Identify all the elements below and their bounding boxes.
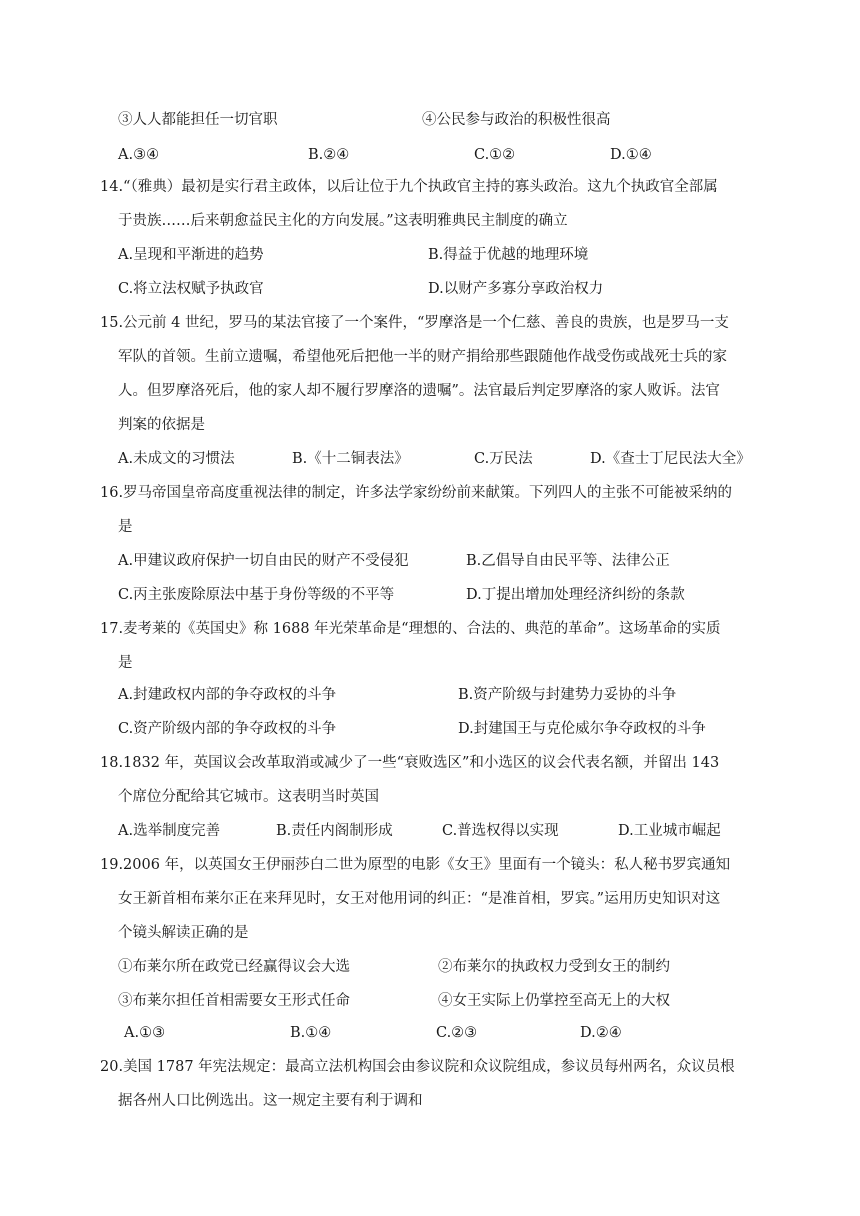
q15-stem-line3: 人。但罗摩洛死后，他的家人却不履行罗摩洛的遗嘱”。法官最后判定罗摩洛的家人败诉。法官: [118, 383, 720, 399]
q16-option-a: A.甲建议政府保护一切自由民的财产不受侵犯: [118, 553, 409, 569]
q15-stem-line4: 判案的依据是: [118, 417, 205, 433]
q14-option-c: C.将立法权赋予执政官: [118, 281, 264, 297]
q13-item-4: ④公民参与政治的积极性很高: [422, 112, 611, 128]
q18-option-a: A.选举制度完善: [118, 823, 221, 839]
q18-stem-line1: 18.1832 年，英国议会改革取消或减少了一些“衰败选区”和小选区的议会代表名额，并留出 143: [100, 755, 720, 771]
q13-option-c: C.①②: [474, 147, 516, 163]
q16-stem-line2: 是: [118, 519, 133, 535]
q17-option-b: B.资产阶级与封建势力妥协的斗争: [458, 687, 677, 703]
q19-option-d: D.②④: [580, 1025, 622, 1041]
q19-option-b: B.①④: [290, 1025, 332, 1041]
q19-stem-line1: 19.2006 年，以英国女王伊丽莎白二世为原型的电影《女王》里面有一个镜头：私人秘书罗宾通知: [100, 857, 731, 873]
q14-stem-line2: 于贵族……后来朝愈益民主化的方向发展。”这表明雅典民主制度的确立: [118, 213, 568, 229]
q13-option-b: B.②④: [308, 147, 350, 163]
q20-stem-line1: 20.美国 1787 年宪法规定：最高立法机构国会由参议院和众议院组成，参议员每州两名，众议员根: [100, 1059, 735, 1075]
q18-option-c: C.普选权得以实现: [442, 823, 559, 839]
q15-option-b: B.《十二铜表法》: [292, 451, 409, 467]
q13-option-d: D.①④: [610, 147, 652, 163]
q19-item-3: ③布莱尔担任首相需要女王形式任命: [118, 993, 350, 1009]
q17-option-c: C.资产阶级内部的争夺政权的斗争: [118, 721, 337, 737]
q17-stem-line2: 是: [118, 655, 133, 671]
q15-option-d: D.《查士丁尼民法大全》: [590, 451, 751, 467]
q18-option-d: D.工业城市崛起: [618, 823, 721, 839]
q15-stem-line1: 15.公元前 4 世纪，罗马的某法官接了一个案件，“罗摩洛是一个仁慈、善良的贵族，也是罗马一支: [100, 315, 729, 331]
q16-stem-line1: 16.罗马帝国皇帝高度重视法律的制定，许多法学家纷纷前来献策。下列四人的主张不可能被采纳的: [100, 485, 733, 501]
q14-option-b: B.得益于优越的地理环境: [428, 247, 589, 263]
q18-option-b: B.责任内阁制形成: [276, 823, 393, 839]
q18-stem-line2: 个席位分配给其它城市。这表明当时英国: [118, 789, 379, 805]
q17-stem-line1: 17.麦考莱的《英国史》称 1688 年光荣革命是“理想的、合法的、典范的革命”。这场革命的实质: [100, 621, 721, 637]
q15-option-c: C.万民法: [474, 451, 533, 467]
q19-stem-line2: 女王新首相布莱尔正在来拜见时，女王对他用词的纠正：“是准首相，罗宾。”运用历史知识对这: [118, 891, 721, 907]
q16-option-b: B.乙倡导自由民平等、法律公正: [466, 553, 670, 569]
q19-option-a: A.①③: [124, 1025, 166, 1041]
q19-item-4: ④女王实际上仍掌控至高无上的大权: [438, 993, 670, 1009]
q19-stem-line3: 个镜头解读正确的是: [118, 925, 249, 941]
q14-option-d: D.以财产多寡分享政治权力: [428, 281, 604, 297]
q19-item-2: ②布莱尔的执政权力受到女王的制约: [438, 959, 670, 975]
q17-option-a: A.封建政权内部的争夺政权的斗争: [118, 687, 337, 703]
q13-item-3: ③人人都能担任一切官职: [118, 112, 278, 128]
q19-item-1: ①布莱尔所在政党已经赢得议会大选: [118, 959, 350, 975]
q17-option-d: D.封建国王与克伦威尔争夺政权的斗争: [458, 721, 706, 737]
q14-option-a: A.呈现和平渐进的趋势: [118, 247, 264, 263]
q16-option-c: C.丙主张废除原法中基于身份等级的不平等: [118, 587, 395, 603]
q19-option-c: C.②③: [436, 1025, 478, 1041]
q16-option-d: D.丁提出增加处理经济纠纷的条款: [466, 587, 685, 603]
q15-option-a: A.未成文的习惯法: [118, 451, 235, 467]
q15-stem-line2: 军队的首领。生前立遗嘱，希望他死后把他一半的财产捐给那些跟随他作战受伤或战死士兵的家: [118, 349, 727, 365]
q13-option-a: A.③④: [118, 147, 160, 163]
q14-stem-line1: 14.“（雅典）最初是实行君主政体，以后让位于九个执政官主持的寡头政治。这九个执政官全部属: [100, 179, 718, 195]
q20-stem-line2: 据各州人口比例选出。这一规定主要有利于调和: [118, 1093, 423, 1109]
